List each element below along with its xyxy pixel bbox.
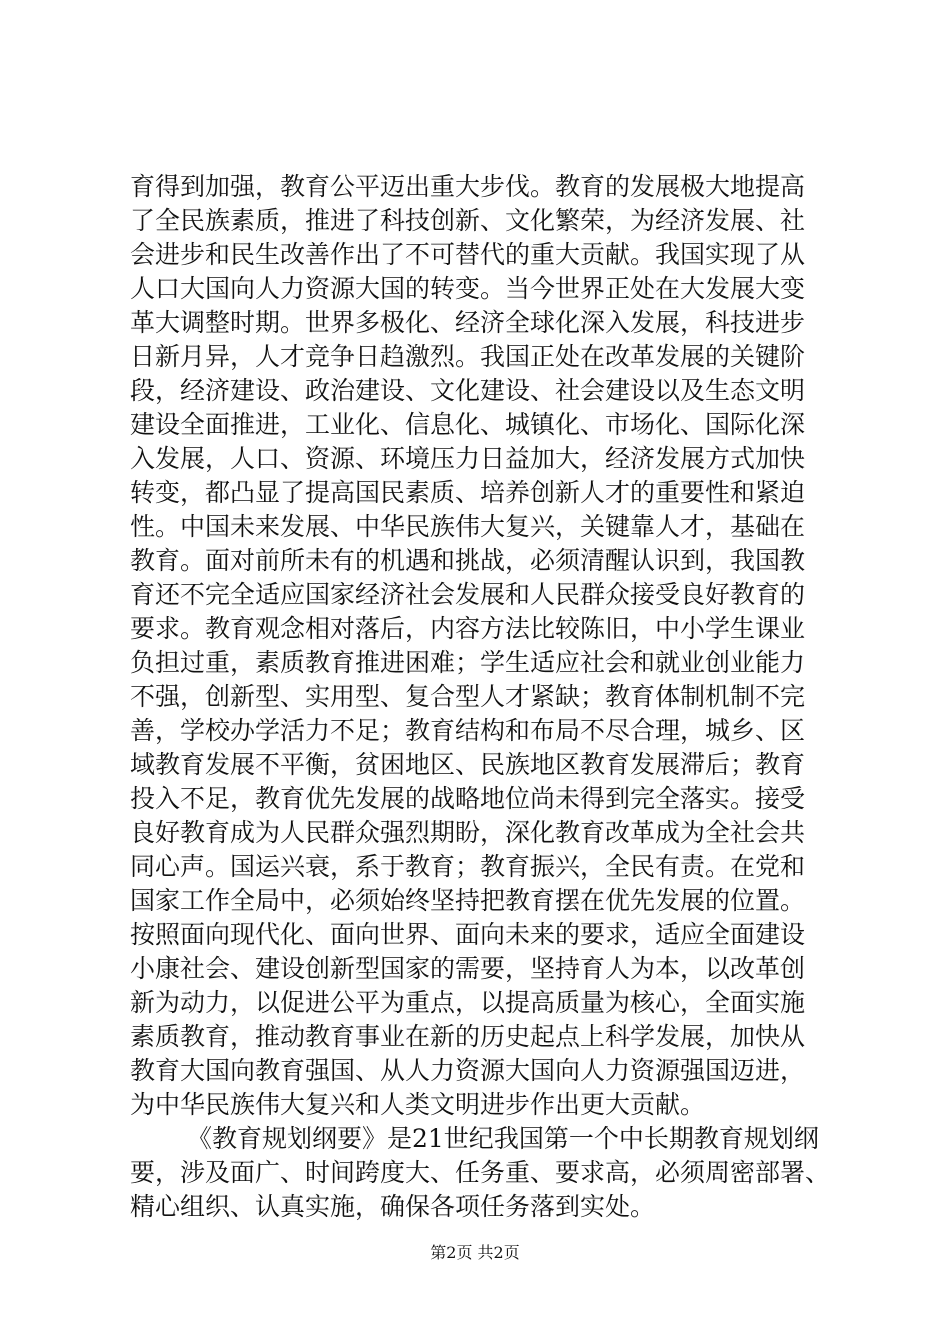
text-line: 教育大国向教育强国、从人力资源大国向人力资源强国迈进， [130, 1056, 806, 1085]
paragraph-2 [130, 1122, 830, 1224]
text-line: 建设全面推进，工业化、信息化、城镇化、市场化、国际化深 [130, 410, 806, 439]
text-line: 为中华民族伟大复兴和人类文明进步作出更大贡献。 [130, 1090, 706, 1119]
text-line: 要求。教育观念相对落后，内容方法比较陈旧，中小学生课业 [130, 614, 806, 643]
text-line: 精心组织、认真实施，确保各项任务落到实处。 [130, 1192, 656, 1221]
text-line: 善，学校办学活力不足；教育结构和布局不尽合理，城乡、区 [130, 716, 806, 745]
text-line: 《教育规划纲要》是21世纪我国第一个中长期教育规划纲 [187, 1124, 819, 1153]
text-line: 性。中国未来发展、中华民族伟大复兴，关键靠人才，基础在 [130, 512, 806, 541]
text-line: 育得到加强，教育公平迈出重大步伐。教育的发展极大地提高 [130, 172, 806, 201]
text-line: 段，经济建设、政治建设、文化建设、社会建设以及生态文明 [130, 376, 806, 405]
text-line: 转变，都凸显了提高国民素质、培养创新人才的重要性和紧迫 [130, 478, 806, 507]
text-line: 人口大国向人力资源大国的转变。当今世界正处在大发展大变 [130, 274, 806, 303]
text-line: 日新月异，人才竞争日趋激烈。我国正处在改革发展的关键阶 [130, 342, 806, 371]
page-number-footer: 第2页 共2页 [430, 1243, 520, 1262]
text-line: 不强，创新型、实用型、复合型人才紧缺；教育体制机制不完 [130, 682, 806, 711]
paragraph-1 [130, 170, 830, 1122]
text-line: 良好教育成为人民群众强烈期盼，深化教育改革成为全社会共 [130, 818, 806, 847]
text-line: 育还不完全适应国家经济社会发展和人民群众接受良好教育的 [130, 580, 806, 609]
document-body [130, 170, 830, 1224]
text-line: 同心声。国运兴衰，系于教育；教育振兴，全民有责。在党和 [130, 852, 806, 881]
text-line: 会进步和民生改善作出了不可替代的重大贡献。我国实现了从 [130, 240, 806, 269]
text-line: 了全民族素质，推进了科技创新、文化繁荣，为经济发展、社 [130, 206, 806, 235]
text-line: 国家工作全局中，必须始终坚持把教育摆在优先发展的位置。 [130, 886, 806, 915]
text-line: 小康社会、建设创新型国家的需要，坚持育人为本，以改革创 [130, 954, 806, 983]
text-line: 按照面向现代化、面向世界、面向未来的要求，适应全面建设 [130, 920, 806, 949]
text-line: 域教育发展不平衡，贫困地区、民族地区教育发展滞后；教育 [130, 750, 806, 779]
text-line: 入发展，人口、资源、环境压力日益加大，经济发展方式加快 [130, 444, 806, 473]
text-line: 负担过重，素质教育推进困难；学生适应社会和就业创业能力 [130, 648, 806, 677]
text-line: 新为动力，以促进公平为重点，以提高质量为核心，全面实施 [130, 988, 806, 1017]
text-line: 投入不足，教育优先发展的战略地位尚未得到完全落实。接受 [130, 784, 806, 813]
text-line: 素质教育，推动教育事业在新的历史起点上科学发展，加快从 [130, 1022, 806, 1051]
text-line: 教育。面对前所未有的机遇和挑战，必须清醒认识到，我国教 [130, 546, 806, 575]
text-line: 要，涉及面广、时间跨度大、任务重、要求高，必须周密部署、 [130, 1158, 831, 1187]
text-line: 革大调整时期。世界多极化、经济全球化深入发展，科技进步 [130, 308, 806, 337]
